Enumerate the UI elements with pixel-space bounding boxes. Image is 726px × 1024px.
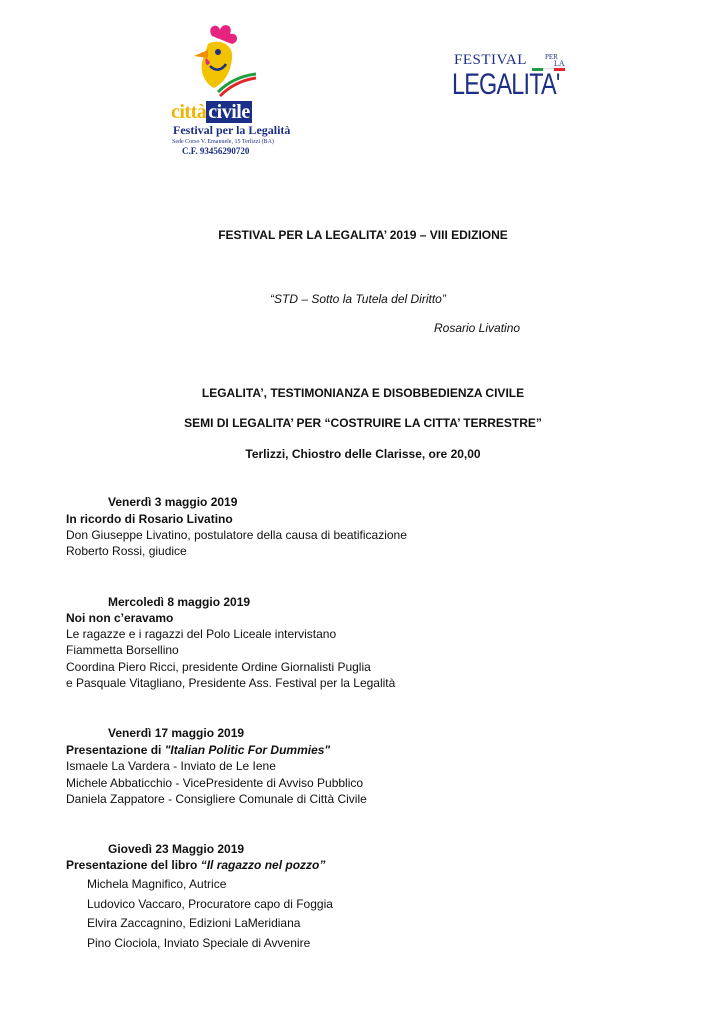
- event-line: Pino Ciociola, Inviato Speciale di Avvenire: [87, 936, 311, 950]
- event-title: Presentazione del libro “Il ragazzo nel pozzo”: [66, 858, 326, 872]
- event-line: Michela Magnifico, Autrice: [87, 877, 227, 891]
- event-line: Elvira Zaccagnino, Edizioni LaMeridiana: [87, 916, 301, 930]
- event-line: Ismaele La Vardera - Inviato de Le Iene: [66, 759, 276, 773]
- quote-author: Rosario Livatino: [434, 321, 521, 335]
- logo-festival-text: Festival per la Legalità: [173, 123, 291, 137]
- event-line: Fiammetta Borsellino: [66, 643, 179, 657]
- quote: “STD – Sotto la Tutela del Diritto”: [270, 292, 446, 306]
- logo-cf-text: C.F. 93456290720: [182, 146, 250, 156]
- event-title: In ricordo di Rosario Livatino: [66, 512, 233, 526]
- event-line: Coordina Piero Ricci, presidente Ordine Giornalisti Puglia: [66, 660, 371, 674]
- event-line: Michele Abbaticchio - VicePresidente di Avviso Pubblico: [66, 776, 364, 790]
- event-line: Ludovico Vaccaro, Procuratore capo di Foggia: [87, 897, 333, 911]
- event-line: Le ragazze e i ragazzi del Polo Liceale intervistano: [66, 627, 337, 641]
- event-date: Venerdì 3 maggio 2019: [108, 495, 238, 509]
- event-line: Daniela Zappatore - Consigliere Comunale di Città Civile: [66, 792, 367, 806]
- subtitle-2: SEMI DI LEGALITA’ PER “COSTRUIRE LA CITTA’ TERRESTRE”: [184, 416, 542, 430]
- event-title: Noi non c’eravamo: [66, 611, 174, 625]
- citta-civile-logo: [158, 22, 291, 156]
- rooster-icon: [178, 22, 258, 102]
- festival-legalita-logo: FESTIVAL PER LA LEGALITA': [452, 52, 565, 101]
- event-date: Giovedì 23 Maggio 2019: [108, 842, 245, 856]
- event-line: Don Giuseppe Livatino, postulatore della causa di beatificazione: [66, 528, 407, 542]
- event-date: Mercoledì 8 maggio 2019: [108, 595, 251, 609]
- event-line: Roberto Rossi, giudice: [66, 544, 187, 558]
- event-title: Presentazione di "Italian Politic For Dummies": [66, 743, 331, 757]
- logo-sede-text: Sede Corso V. Emanuele, 15 Terlizzi (BA): [172, 139, 274, 145]
- location: Terlizzi, Chiostro delle Clarisse, ore 20,00: [245, 447, 481, 461]
- citta-civile-wordmark: città civile: [171, 101, 250, 123]
- subtitle-1: LEGALITA’, TESTIMONIANZA E DISOBBEDIENZA CIVILE: [201, 386, 525, 400]
- event-date: Venerdì 17 maggio 2019: [108, 726, 245, 740]
- event-line: e Pasquale Vitagliano, Presidente Ass. Festival per la Legalità: [66, 676, 396, 690]
- document-title: FESTIVAL PER LA LEGALITA’ 2019 – VIII EDIZIONE: [218, 228, 508, 242]
